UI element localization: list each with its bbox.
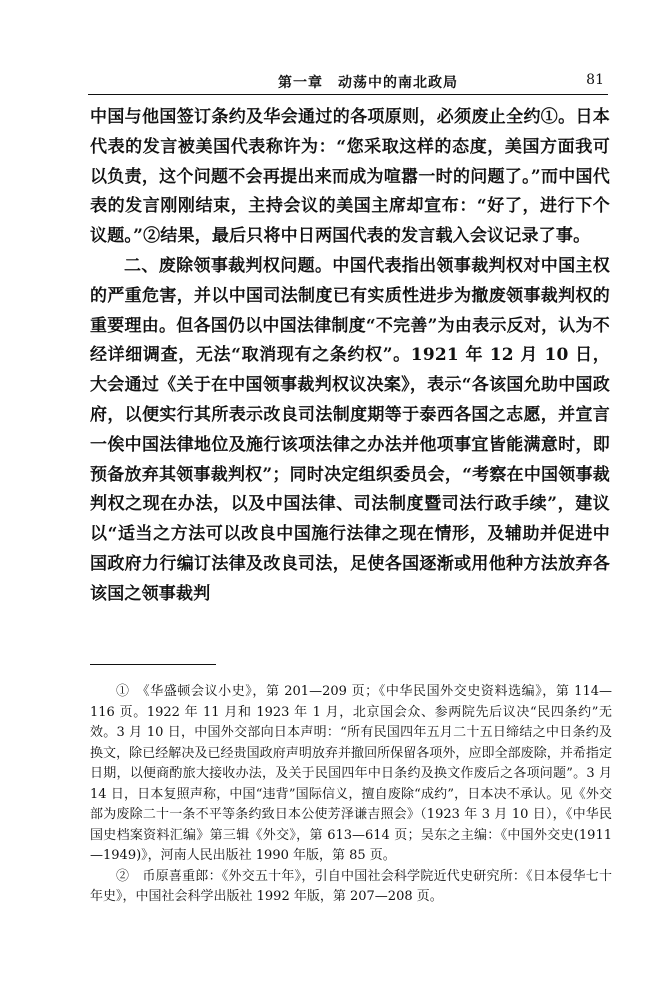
page-number: 81 [586,72,604,88]
main-text [90,103,610,610]
header-rule [88,94,608,95]
footnote-1: ① 《华盛顿会议小史》，第 201—209 页；《中华民国外交史资料选编》，第 114—116 页。1922 年 11 月和 1923 年 1 月，北京国会众、参两院先后议决“民四条约”无效。3 月 10 日，中国外交部向日本声明：“所有民国四年五月二十五日缔结之中日条约及换文，除已经解决及已经贵国政府声明放弃并撤回所保留各项外，应即全部废除，并希指定日期，以便商酌旅大接收办法，及关于民国四年中日条约及换文作废后之各项问题”。3 月 14 日，日本复照声称，中国“违背”国际信义，擅自废除“成约”，日本决不承认。见《外交部为废除二十一条不平等条约致日本公使芳泽谦吉照会》（1923 年 3 月 10 日），《中华民国史档案资料汇编》第三辑《外交》，第 613—614 页；吴东之主编：《中国外交史(1911—1949)》，河南人民出版社 1990 年版，第 85 页。 [90,684,612,863]
footnote-separator [90,664,216,665]
running-header [88,70,608,94]
footnote-2: ② 币原喜重郎：《外交五十年》，引自中国社会科学院近代史研究所：《日本侵华七十年史》，中国社会科学出版社 1992 年版，第 207—208 页。 [90,868,612,904]
paragraph-extraterritoriality: 二、废除领事裁判权问题。中国代表指出领事裁判权对中国主权的严重危害，并以中国司法制度已有实质性进步为撤废领事裁判权的重要理由。但各国仍以中国法律制度“不完善”为由表示反对，认为不经详细调查，无法“取消现有之条约权”。1921 年 12 月 10 日，大会通过《关于在中国领事裁判权议决案》，表示“各该国允助中国政府，以便实行其所表示改良司法制度期等于泰西各国之志愿，并宣言一俟中国法律地位及施行该项法律之办法并他项事宜皆能满意时，即预备放弃其领事裁判权”；同时决定组织委员会，“考察在中国领事裁判权之现在办法，以及中国法律、司法制度暨司法行政手续”，建议以“适当之方法可以改良中国施行法律之现在情形，及辅助并促进中国政府力行编订法律及改良司法，足使各国逐渐或用他种方法放弃各该国之领事裁判 [90,255,610,604]
footnotes [90,682,612,908]
chapter-title: 第一章 动荡中的南北政局 [278,75,458,91]
paragraph-continued: 中国与他国签订条约及华会通过的各项原则，必须废止全约①。日本代表的发言被美国代表称许为：“您采取这样的态度，美国方面我可以负责，这个问题不会再提出来而成为喧嚣一时的问题了。”而中国代表的发言刚刚结束，主持会议的美国主席却宣布：“好了，进行下个议题。”②结果，最后只将中日两国代表的发言载入会议记录了事。 [90,107,610,247]
